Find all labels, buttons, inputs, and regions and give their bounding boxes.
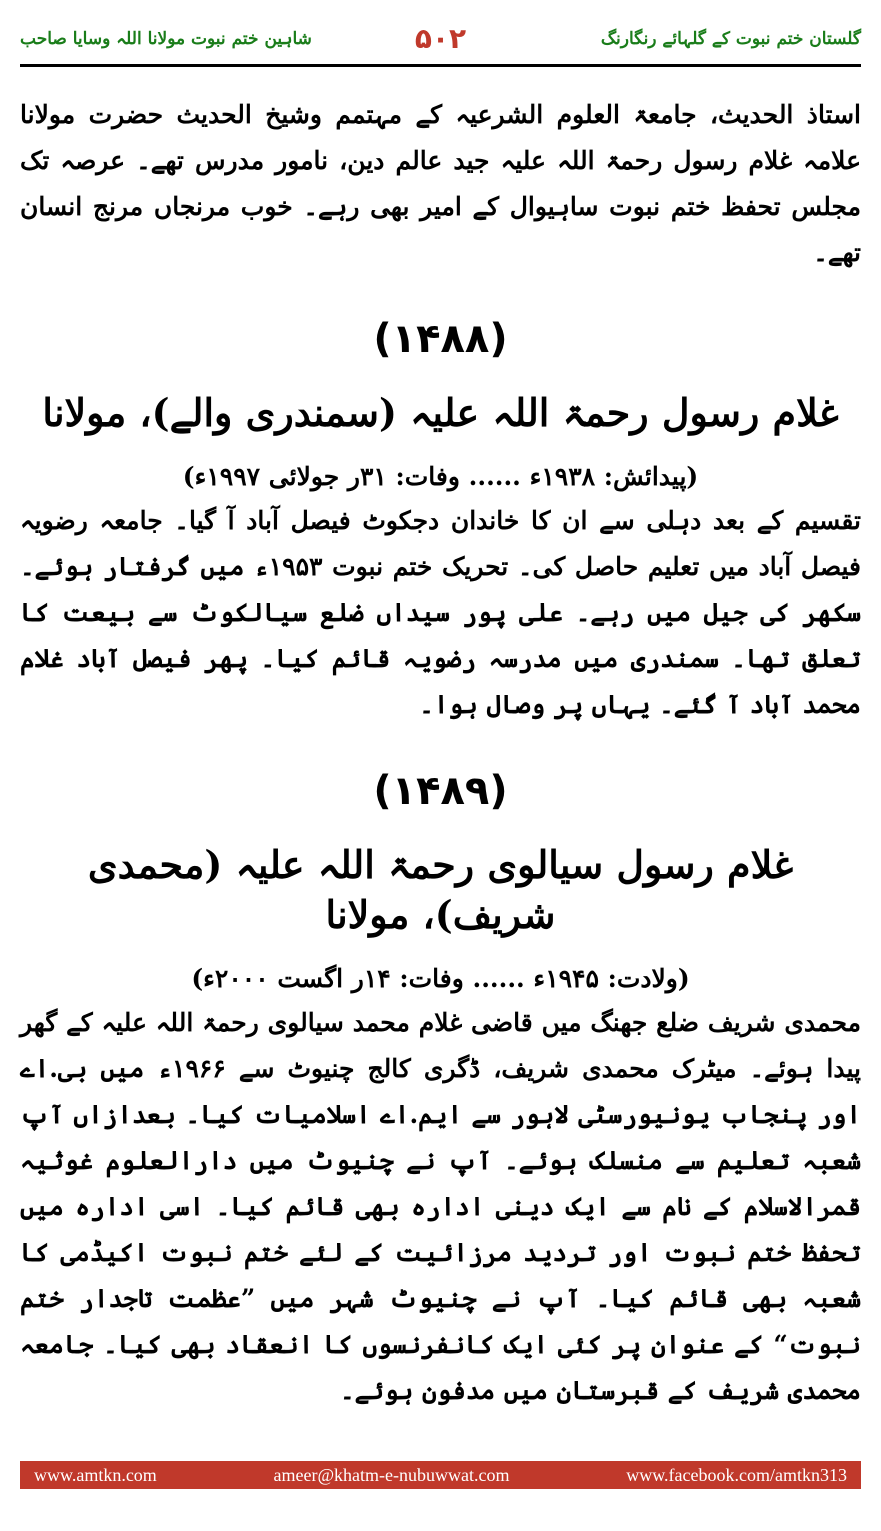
page-footer — [20, 1461, 861, 1489]
entry-paragraph: تقسیم کے بعد دہلی سے ان کا خاندان دجکوٹ فیصل آباد آ گیا۔ جامعہ رضویہ فیصل آباد میں تعلیم حاصل کی۔ تحریک ختم نبوت ۱۹۵۳ء میں گرفتار ہوئے۔ سکھر کی جیل میں رہے۔ علی پور سیداں ضلع سیالکوٹ سے بیعت کا تعلق تھا۔ سمندری میں مدرسہ رضویہ قائم کیا۔ پھر فیصل آباد غلام محمد آباد آ گئے۔ یہاں پر وصال ہوا۔ — [20, 506, 862, 719]
entry-dates: (پیدائش: ۱۹۳۸ء ...... وفات: ۳۱ر جولائی ۱۹۹۷ء) — [182, 462, 699, 491]
page-header — [20, 22, 861, 62]
intro-paragraph: استاذ الحدیث، جامعۃ العلوم الشرعیہ کے مہتمم وشیخ الحدیث حضرت مولانا علامہ غلام رسول رحمۃ اللہ علیہ جید عالم دین، نامور مدرس تھے۔ عرصہ تک مجلس تحفظ ختم نبوت ساہیوال کے امیر بھی رہے۔ خوب مرنجاں مرنج انسان تھے۔ — [20, 100, 861, 267]
author-name: شاہین ختم نبوت مولانا اللہ وسایا صاحب — [20, 29, 312, 49]
entry-number: (۱۴۸۹) — [373, 768, 508, 814]
entry-number: (۱۴۸۸) — [373, 316, 508, 362]
facebook-link[interactable]: www.facebook.com/amtkn313 — [626, 1464, 847, 1485]
email-link[interactable]: ameer@khatm-e-nubuwwat.com — [273, 1464, 510, 1485]
entry-title: غلام رسول رحمۃ اللہ علیہ (سمندری والے)، مولانا — [42, 390, 839, 435]
website-link[interactable]: www.amtkn.com — [34, 1464, 157, 1485]
page-number: ۵۰۲ — [414, 22, 467, 55]
entry-title: غلام رسول سیالوی رحمۃ اللہ علیہ (محمدی شریف)، مولانا — [87, 842, 794, 937]
book-title: گلستان ختم نبوت کے گلہائے رنگارنگ — [600, 29, 861, 49]
header-rule — [20, 64, 861, 67]
entry-dates: (ولادت: ۱۹۴۵ء ...... وفات: ۱۴ر اگست ۲۰۰۰ء) — [191, 964, 690, 993]
entry-paragraph: محمدی شریف ضلع جھنگ میں قاضی غلام محمد سیالوی رحمۃ اللہ علیہ کے گھر پیدا ہوئے۔ میٹرک محمدی شریف، ڈگری کالج چنیوٹ سے ۱۹۶۶ء میں بی.اے اور پنجاب یونیورسٹی لاہور سے ایم.اے اسلامیات کیا۔ بعدازاں آپ شعبہ تعلیم سے منسلک ہوئے۔ آپ نے چنیوٹ میں دارالعلوم غوثیہ قمرالاسلام کے نام سے ایک دینی ادارہ بھی قائم کیا۔ اسی ادارہ میں تحفظ ختم نبوت اور تردید مرزائیت کے لئے ختم نبوت اکیڈمی کا شعبہ بھی قائم کیا۔ آپ نے چنیوٹ شہر میں ”عظمت تاجدار ختم نبوت“ کے عنوان پر کئی ایک کانفرنسوں کا انعقاد بھی کیا۔ جامعہ محمدی شریف کے قبرستان میں مدفون ہوئے۔ — [20, 1008, 861, 1405]
page-content — [20, 92, 861, 1414]
